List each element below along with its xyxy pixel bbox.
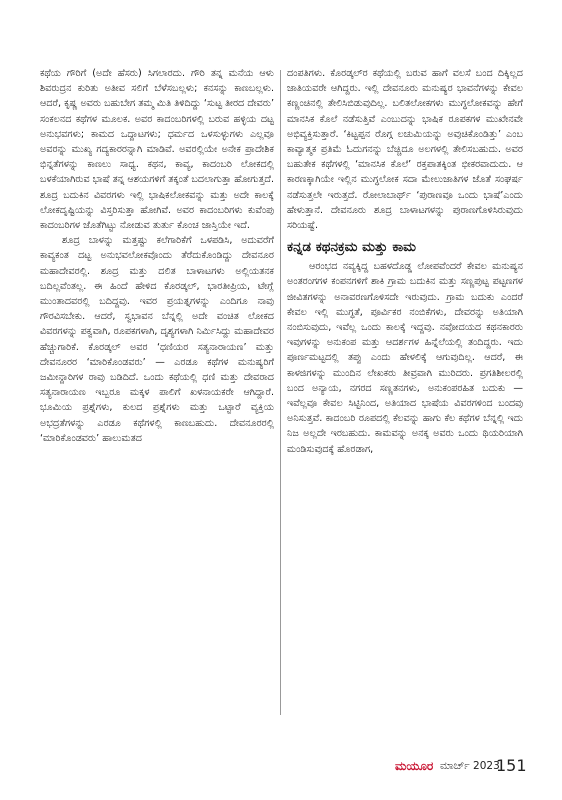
issue-date: ಮಾರ್ಚ್ 2023 [440,760,500,772]
body-paragraph: ಆರಂಭದ ನವ್ಯಕ್ಕಿದ್ದ ಬಹಳದೊಡ್ಡ ಲೋಪವೆಂದರೆ ಕೇವಲ ಮನುಷ್ಯನ ಅಂತರಂಗಗಳ ಕಂಪನಗಳಿಗೆ ಶಾಕಿ ಗ್ರಾಮ ಬದುಕಿನ ಮತ್ತು ಸಣ್ಣಪುಟ್ಟ ಪಟ್ಟಣಗಳ ಜೀವಿತಗಳನ್ನು ಅನಾವರಣಗೊಳಿಸದೇ ಇರುವುದು. ಗ್ರಾಮ ಬದುಕು ಎಂದರೆ ಕೇವಲ ಇಲ್ಲಿ ಮುಗ್ಧತೆ, ಪೂರ್ವಿಕರ ನಂಬಿಕೆಗಳು, ದೇವರನ್ನು ಅತಿಯಾಗಿ ನಂಬಿಸುವುದು, ಇವೆಲ್ಲ ಒಂದು ಕಾಲಕ್ಕೆ ಇದ್ದವು. ನವೋದಯದ ಕಥನಕಾರರು ಇವುಗಳನ್ನು ಅನುಕಂಪ ಮತ್ತು ಆದರ್ಶಗಳ ಹಿನ್ನೆಲೆಯಲ್ಲಿ ತಂದಿದ್ದರು. ಇದು ಪೂರ್ಣಮಟ್ಟದಲ್ಲಿ ತಪ್ಪು ಎಂದು ಹೇಳಲಿಕ್ಕೆ ಆಗುವುದಿಲ್ಲ. ಆದರೆ, ಈ ಕಾಳಜಿಗಳನ್ನು ಮುಂದಿನ ಲೇಖಕರು ತೀವ್ರವಾಗಿ ಮುರಿದರು. ಪ್ರಗತಿಶೀಲರಲ್ಲಿ ಬಂದ ಅನ್ಯಾಯ, ನಗರದ ಸಣ್ಣತನಗಳು, ಅನುಕಂಪರಹಿತ ಬದುಕು — ಇವೆಲ್ಲವೂ ಕೇವಲ ಸಿಟ್ಟಿನಿಂದ, ಅತಿಯಾದ ಭಾಷೆಯ ವಿವರಗಳಿಂದ ಬಂದವು ಅನಿಸುತ್ತವೆ. ಕಾದಂಬರಿ ರೂಪದಲ್ಲಿ ಕೆಲವನ್ನು ಹಾಗು ಕೆಲ ಕಥೆಗಳ ಬೆನ್ನಲ್ಲಿ ಇದು ನಿಜ ಅಲ್ಲದೇ ಇರಬಹುದು. ಕಾಮವನ್ನು ಅನಕ್ಕ ಅವರು ಒಂದು ಥಿಯರಿಯಾಗಿ ಮಂಡಿಸುವುದಕ್ಕೆ ಹೊರಡಾಗ, [287,261,523,455]
body-paragraph: ದಂಪತಿಗಳು. ಕೊರಡ್ಕಲ್‌ರ ಕಥೆಯಲ್ಲಿ ಬರುವ ಹಾಗೆ ವಲಸೆ ಬಂದ ದಿಕ್ಕಿಲ್ಲದ ಜಾತಿಯವರೇ ಆಗಿದ್ದರು. ಇಲ್ಲಿ ದೇವನೂರು ಮನುಷ್ಯರ ಭಾವನೆಗಳನ್ನು ಕೇವಲ ಕಣ್ಣಂಚಿನಲ್ಲಿ ತೇಲಿಸಿಬಿಡುವುದಿಲ್ಲ. ಬಲಿತಲೋಕಗಳು ಮುಗ್ಧಲೋಕವನ್ನು ಹೇಗೆ ಮಾನಸಿಕ ಕೊಲೆ ನಡೆಸುತ್ತಿವೆ ಎಂಬುದನ್ನು ಭಾಷಿಕ ರೂಪಕಗಳ ಮುಖೇನವೇ ಅಭಿವ್ಯಕ್ತಿಸುತ್ತಾರೆ. ‘ಕಿಟ್ಟಪ್ಪನ ರೊಗ್ಗ ಲಚುಮಿಯನ್ನು ಅವುಚಿಕೊಂಡಿತ್ತು’ ಎಂಬ ಕಾವ್ಯಾತ್ಮಕ ಪ್ರತಿಮೆ ಓದುಗನನ್ನು ಬೆಚ್ಚಿದೂ ಅಲಗಳಲ್ಲಿ ತೇಲಿಸಬಹುದು. ಅವರ ಬಹುತೇಕ ಕಥೆಗಳಲ್ಲಿ ‘ಮಾನಸಿಕ ಕೊಲೆ’ ರಕ್ತಪಾತಕ್ಕಿಂತ ಭೀಕರವಾದುದು. ಆ ಕಾರಣಕ್ಕಾಗಿಯೇ ಇಲ್ಲಿನ ಮುಗ್ಧಲೋಕ ಸದಾ ಮೇಲುಜಾತಿಗಳ ಜೊತೆ ಸಂಘರ್ಷ ನಡೆಸುತ್ತಲೇ ಇರುತ್ತದೆ. ರೋಲಾಬಾರ್ಥ್ ‘ಪುರಾಣವೂ ಒಂದು ಭಾಷೆ’ಎಂದು ಹೇಳುತ್ತಾನೆ. ದೇವನೂರು ಶೂದ್ರ ಬಾಳಾಟಗಳನ್ನು ಪುರಾಣಗೊಳಿಸಿರುವುದು ಸರಿಯಷ್ಟೆ. [287,68,523,232]
body-paragraph: ಶೂದ್ರ ಬಾಳನ್ನು ಮತ್ತಷ್ಟು ಕಲೆಗಾರಿಕೆಗೆ ಒಳಪಡಿಸಿ, ಅದುವರೆಗೆ ಕಾವ್ಯಕಂತ ದಟ್ಟ ಅನುಭವಲೋಕವೊಂದು ತೆರೆದುಕೊಂಡಿದ್ದು ದೇವನೂರ ಮಹಾದೇವರಲ್ಲಿ. ಶೂದ್ರ ಮತ್ತು ದಲಿತ ಬಾಳಾಟಗಳು ಅಲ್ಲಿಯತನಕ ಬದಿಲ್ಲವೆಂತಲ್ಲ. ಈ ಹಿಂದೆ ಹೇಳಿದ ಕೊರಡ್ಕಲ್, ಭಾರತೀಪ್ರಿಯ, ಟೇಗ್ಲೆ ಮುಂತಾದವರಲ್ಲಿ ಬದಿದ್ದವು. ಇವರ ಪ್ರಯತ್ನಗಳನ್ನು ಎಂದಿಗೂ ನಾವು ಗೌರವಿಸಬೇಕು. ಆದರೆ, ಸ್ವಭಾವನ ಬೆನ್ನಲ್ಲಿ ಅದೇ ವಂಚಿತ ಲೋಕದ ವಿವರಗಳನ್ನು ಪಕ್ವವಾಗಿ, ರೂಪಕಗಳಾಗಿ, ದೃಶ್ಯಗಳಾಗಿ ನಿರ್ಮಿಸಿದ್ದು ಮಹಾದೇವರ ಹೆಚ್ಚುಗಾರಿಕೆ. ಕೊರಡ್ಕಲ್ ಅವರ ‘ಧಣಿಯರ ಸತ್ಯನಾರಾಯಣ’ ಮತ್ತು ದೇವನೂರರ ‘ಮಾರಿಕೊಂಡವರು’ — ಎರಡೂ ಕಥೆಗಳ ಮನುಷ್ಯರಿಗೆ ಜಮೀನ್ದಾರಿಗಳ ರಾವು ಬಡಿದಿದೆ. ಒಂದು ಕಥೆಯಲ್ಲಿ ಧಣಿ ಮತ್ತು ದೇವರಾದ ಸತ್ಯನಾರಾಯಣ ಇಬ್ಬರೂ ಮಕ್ಕಳ ಪಾಲಿಗೆ ಖಳನಾಯಕರೇ ಆಗಿದ್ದಾರೆ. ಭೂಮಿಯ ಪ್ರಶ್ನೆಗಳು, ಕುಲದ ಪ್ರಶ್ನೆಗಳು ಮತ್ತು ಒಟ್ಟಾರೆ ವ್ಯಕ್ತಿಯ ಅಭದ್ರತೆಗಳನ್ನು ಎರಡೂ ಕಥೆಗಳಲ್ಲಿ ಕಾಣಬಹುದು. ದೇವನೂರರಲ್ಲಿ ‘ಮಾರಿಕೊಂಡವರು’ ಹಾಲುಮತದ [40,235,274,444]
magazine-logo: ಮಯೂರ [395,759,434,773]
column-divider [280,70,281,715]
left-column [40,66,274,446]
page-number: 151 [496,756,527,775]
page-footer [395,756,525,776]
body-paragraph: ಕಥೆಯ ಗೌರಿಗೆ (ಅದೇ ಹೆಸರು) ಸಿಗಲಾರದು. ಗೌರಿ ತನ್ನ ಮನೆಯ ಆಳು ಶಿವರುದ್ರನ ಕುರಿತು ಅತೀವ ಸಲಿಗೆ ಬೆಳೆಸಬಲ್ಲಳು; ಕನಸನ್ನು ಕಾಣಬಲ್ಲಳು. ಆದರೆ, ಕೃಷ್ಣ ಅವರು ಬಹುಬೇಗ ತಮ್ಮ ಮಿತಿ ತಿಳಿದಿದ್ದು ‘ಸುಟ್ಟ ತೀರದ ದೇವರು’ ಸಂಕಲನದ ಕಥೆಗಳ ಮೂಲಕ. ಅವರ ಕಾದಂಬರಿಗಳಲ್ಲಿ ಬರುವ ಹಳ್ಳಿಯ ದಟ್ಟ ಅನುಭವಗಳು; ಕಾಮದ ಒದ್ದಾಟಗಳು; ಧರ್ಮದ ಒಳಸುಳ್ಳುಗಳು ಎಲ್ಲವೂ ಅವರನ್ನು ಮುಖ್ಯ ಗದ್ಯಕಾರರನ್ನಾಗಿ ಮಾಡಿವೆ. ಅವರಲ್ಲಿಯೇ ಅನೇಕ ಪ್ರಾದೇಶಿಕ ಭಿನ್ನತೆಗಳನ್ನು ಕಾಣಲು ಸಾಧ್ಯ. ಕಥನ, ಕಾವ್ಯ, ಕಾದಂಬರಿ ಲೋಕದಲ್ಲಿ ಬಳಕೆಯಾಗಿರುವ ಭಾಷೆ ತನ್ನ ಆಶಯಗಳಿಗೆ ತಕ್ಕಂತೆ ಬದಲಾಗುತ್ತಾ ಹೋಗುತ್ತದೆ. ಶೂದ್ರ ಬದುಕಿನ ವಿವರಗಳು ಇಲ್ಲಿ ಭಾಷಿಕಲೋಕವನ್ನು ಮತ್ತು ಅದೇ ಕಾಲಕ್ಕೆ ಲೋಕದೃಷ್ಟಿಯನ್ನು ವಿಸ್ತರಿಸುತ್ತಾ ಹೋಗಿವೆ. ಅವರ ಕಾದಂಬರಿಗಳು ಕುವೆಂಪು ಕಾದಂಬರಿಗಳ ಜೊತೆಗಿಟ್ಟು ನೋಡುವ ತುರ್ತು ಕೊಂಚ ಜಾಸ್ತಿಯೇ ಇದೆ. [40,68,274,232]
right-column [287,66,523,457]
section-heading: ಕನ್ನಡ ಕಥನಕ್ರಮ ಮತ್ತು ಕಾಮ [287,239,416,256]
